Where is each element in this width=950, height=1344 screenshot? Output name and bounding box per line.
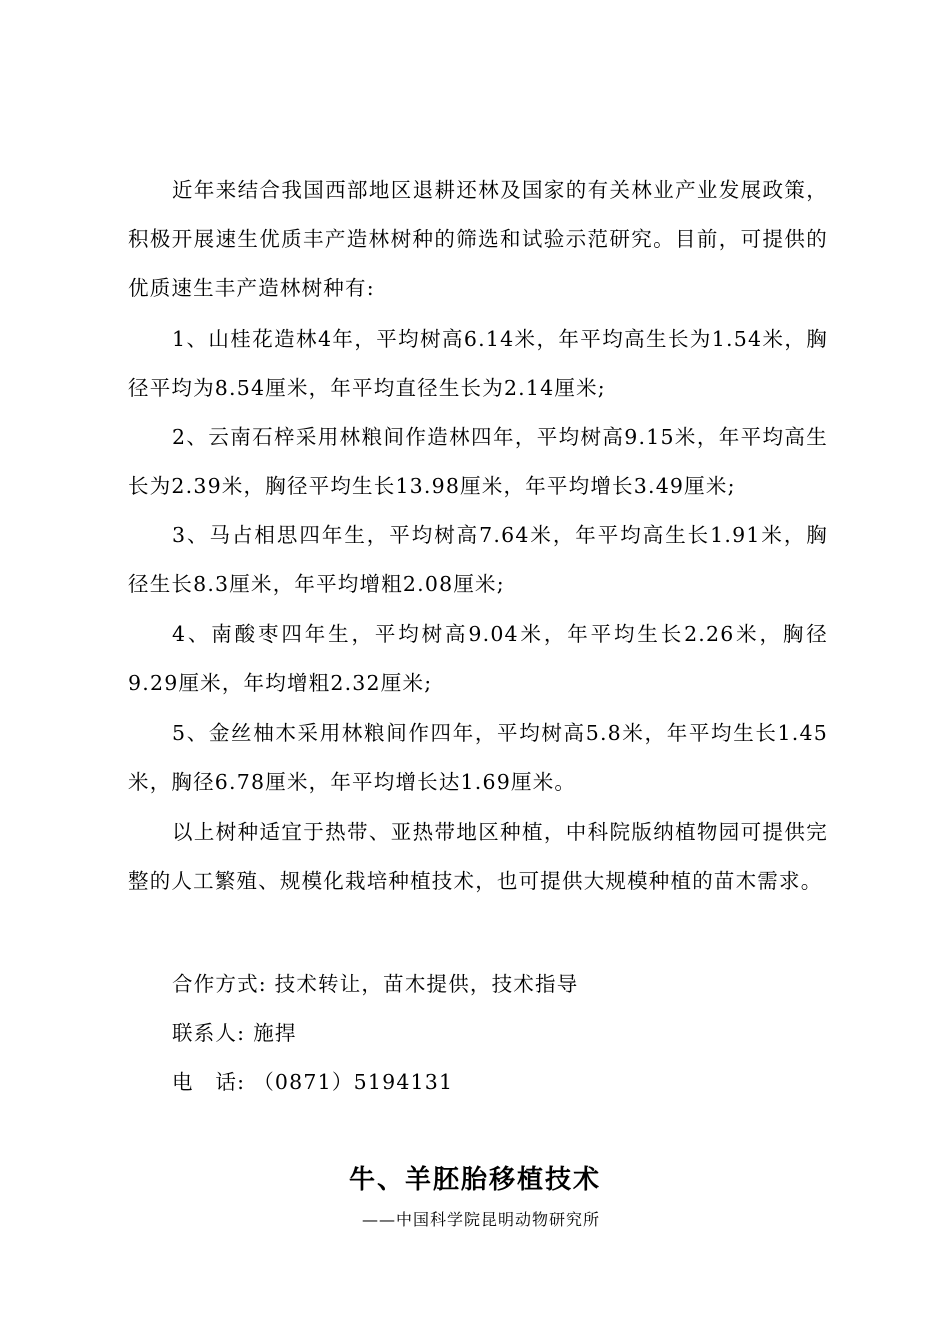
- section-title: 牛、羊胚胎移植技术: [348, 1165, 601, 1195]
- intro-paragraph: 近年来结合我国西部地区退耕还林及国家的有关林业产业发展政策，积极开展速生优质丰产造林树种的筛选和试验示范研究。目前，可提供的优质速生丰产造林树种有:: [128, 178, 828, 300]
- species-item-2: 2、云南石梓采用林粮间作造林四年，平均树高9.15米，年平均高生长为2.39米，胸径平均生长13.98厘米，年平均增长3.49厘米;: [128, 425, 828, 498]
- contact-person-label: 联系人:: [172, 1021, 246, 1045]
- contact-phone-line: [172, 1058, 453, 1107]
- cooperation-line: 合作方式: 技术转让，苗木提供，技术指导: [172, 972, 579, 996]
- contact-phone-label: 电 话:: [172, 1070, 246, 1094]
- species-item-3: 3、马占相思四年生，平均树高7.64米，年平均高生长1.91米，胸径生长8.3厘米，年平均增粗2.08厘米;: [128, 523, 828, 596]
- species-item-4: 4、南酸枣四年生，平均树高9.04米，年平均生长2.26米，胸径9.29厘米，年均增粗2.32厘米;: [128, 622, 828, 695]
- contact-person-line: [172, 1009, 297, 1058]
- species-item-5: 5、金丝柚木采用林粮间作四年，平均树高5.8米，年平均生长1.45米，胸径6.78厘米，年平均增长达1.69厘米。: [128, 721, 828, 794]
- contact-phone-number: （0871）5194131: [253, 1070, 454, 1094]
- species-item-1: 1、山桂花造林4年，平均树高6.14米，年平均高生长为1.54米，胸径平均为8.54厘米，年平均直径生长为2.14厘米;: [128, 327, 828, 400]
- summary-paragraph: 以上树种适宜于热带、亚热带地区种植，中科院版纳植物园可提供完整的人工繁殖、规模化栽培种植技术，也可提供大规模种植的苗木需求。: [128, 820, 828, 893]
- contact-person-name: 施捍: [253, 1021, 297, 1045]
- section-subtitle: ——中国科学院昆明动物研究所: [361, 1210, 600, 1229]
